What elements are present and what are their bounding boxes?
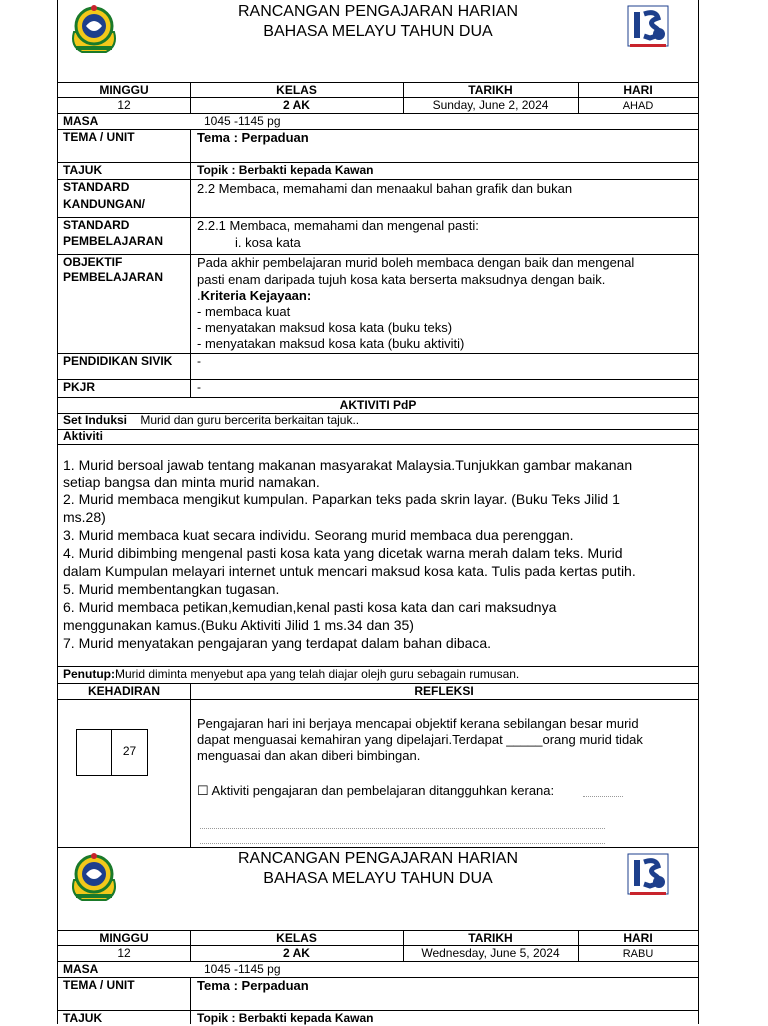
plan-subtitle: BAHASA MELAYU TAHUN DUA bbox=[263, 23, 493, 40]
plan-subtitle: BAHASA MELAYU TAHUN DUA bbox=[263, 870, 493, 887]
aktiviti-line-9: 6. Murid membaca petikan,kemudian,kenal pasti kosa kata dan cari maksudnya bbox=[63, 599, 557, 615]
rph-sheet-1 bbox=[57, 0, 699, 848]
sk-label-line2: KANDUNGAN/ bbox=[63, 197, 145, 211]
minggu-header: MINGGU bbox=[99, 83, 149, 97]
sivik-value: - bbox=[197, 354, 201, 368]
hari-value: RABU bbox=[622, 948, 654, 960]
tarikh-header: TARIKH bbox=[468, 83, 513, 97]
sk-value: 2.2 Membaca, memahami dan menaakul bahan grafik dan bukan bbox=[197, 181, 573, 196]
hari-header: HARI bbox=[623, 931, 653, 945]
penutup-row bbox=[63, 668, 519, 682]
kelas-header: KELAS bbox=[276, 931, 317, 945]
aktiviti-line-8: 5. Murid membentangkan tugasan. bbox=[63, 581, 280, 597]
aktiviti-line-1: 1. Murid bersoal jawab tentang makanan masyarakat Malaysia.Tunjukkan gambar makanan bbox=[63, 457, 633, 473]
aktiviti-line-3: 2. Murid membaca mengikut kumpulan. Paparkan teks pada skrin layar. (Buku Teks Jilid 1 bbox=[63, 491, 620, 507]
kriteria-item-1: - membaca kuat bbox=[197, 304, 291, 319]
tajuk-value: Topik : Berbakti kepada Kawan bbox=[197, 1011, 374, 1025]
kriteria-prefix: . bbox=[197, 288, 201, 303]
minggu-value: 12 bbox=[117, 946, 131, 960]
sp-value-line2: i. kosa kata bbox=[235, 235, 301, 250]
kriteria-item-3: - menyatakan maksud kosa kata (buku aktiviti) bbox=[197, 336, 465, 351]
tajuk-label: TAJUK bbox=[63, 163, 103, 177]
set-induksi-label: Set Induksi bbox=[63, 413, 128, 427]
refleksi-header: REFLEKSI bbox=[414, 684, 474, 698]
pkjr-label: PKJR bbox=[63, 380, 96, 394]
minggu-header: MINGGU bbox=[99, 931, 149, 945]
sp-value-line1: 2.2.1 Membaca, memahami dan mengenal pasti: bbox=[197, 218, 479, 233]
aktiviti-line-2: setiap bangsa dan minta murid namakan. bbox=[63, 474, 320, 490]
masa-value: 1045 -1145 pg bbox=[204, 114, 281, 128]
tajuk-label: TAJUK bbox=[63, 1011, 103, 1025]
tarikh-header: TARIKH bbox=[468, 931, 513, 945]
aktiviti-line-10: menggunakan kamus.(Buku Aktiviti Jilid 1 ms.34 dan 35) bbox=[63, 617, 414, 633]
kehadiran-header: KEHADIRAN bbox=[88, 684, 160, 698]
sp-label-line2: PEMBELAJARAN bbox=[63, 234, 164, 248]
kehadiran-box bbox=[76, 729, 148, 776]
plan-title: RANCANGAN PENGAJARAN HARIAN bbox=[237, 3, 519, 20]
sivik-label: PENDIDIKAN SIVIK bbox=[63, 354, 173, 368]
set-induksi-value: Murid dan guru bercerita berkaitan tajuk.. bbox=[140, 413, 360, 427]
penutup-label: Penutup: bbox=[63, 667, 115, 681]
aktiviti-line-5: 3. Murid membaca kuat secara individu. Seorang murid membaca dua perenggan. bbox=[63, 527, 574, 543]
aktiviti-label: Aktiviti bbox=[63, 429, 104, 443]
kriteria-item-2: - menyatakan maksud kosa kata (buku teks) bbox=[197, 320, 453, 335]
hari-header: HARI bbox=[623, 83, 653, 97]
ditangguhkan-checkbox-line[interactable]: ☐ Aktiviti pengajaran dan pembelajaran ditangguhkan kerana: bbox=[197, 783, 555, 798]
refleksi-line-2: dapat menguasai kemahiran yang dipelajari.Terdapat _____orang murid tidak bbox=[197, 732, 643, 747]
refleksi-line-3: menguasai dan akan diberi bimbingan. bbox=[197, 748, 421, 763]
masa-label: MASA bbox=[63, 114, 99, 128]
tarikh-value: Wednesday, June 5, 2024 bbox=[421, 946, 560, 960]
kriteria-label: Kriteria Kejayaan: bbox=[200, 288, 312, 303]
tema-value: Tema : Perpaduan bbox=[197, 978, 309, 993]
set-induksi-row bbox=[63, 414, 359, 428]
tema-label: TEMA / UNIT bbox=[63, 978, 135, 992]
sk-label-line1: STANDARD bbox=[63, 180, 130, 194]
masa-value: 1045 -1145 pg bbox=[204, 962, 281, 976]
aktiviti-line-7: dalam Kumpulan melayari internet untuk mencari maksud kosa kata. Tulis pada kertas putih. bbox=[63, 563, 636, 579]
kelas-value: 2 AK bbox=[283, 946, 310, 960]
tema-label: TEMA / UNIT bbox=[63, 130, 135, 144]
rph-sheet-2 bbox=[57, 848, 699, 1024]
minggu-value: 12 bbox=[117, 98, 131, 112]
sp-label-line1: STANDARD bbox=[63, 218, 130, 232]
refleksi-line-1: Pengajaran hari ini berjaya mencapai objektif kerana sebilangan besar murid bbox=[197, 716, 639, 731]
kelas-value: 2 AK bbox=[283, 98, 310, 112]
tarikh-value: Sunday, June 2, 2024 bbox=[432, 98, 549, 112]
obj-text-line1: Pada akhir pembelajaran murid boleh membaca dengan baik dan mengenal bbox=[197, 255, 635, 270]
aktiviti-pdp-heading: AKTIVITI PdP bbox=[339, 398, 417, 412]
obj-label-line1: OBJEKTIF bbox=[63, 255, 123, 269]
plan-title: RANCANGAN PENGAJARAN HARIAN bbox=[237, 850, 519, 867]
kehadiran-value: 27 bbox=[122, 744, 137, 758]
penutup-value: Murid diminta menyebut apa yang telah diajar olejh guru sebagain rumusan. bbox=[115, 667, 520, 681]
kelas-header: KELAS bbox=[276, 83, 317, 97]
aktiviti-line-11: 7. Murid menyatakan pengajaran yang terdapat dalam bahan dibaca. bbox=[63, 635, 492, 651]
obj-label-line2: PEMBELAJARAN bbox=[63, 270, 164, 284]
tajuk-value: Topik : Berbakti kepada Kawan bbox=[197, 163, 374, 177]
tema-value: Tema : Perpaduan bbox=[197, 130, 309, 145]
hari-value: AHAD bbox=[622, 100, 654, 112]
pkjr-value: - bbox=[197, 380, 201, 394]
aktiviti-line-6: 4. Murid dibimbing mengenal pasti kosa kata yang dicetak warna merah dalam teks. Murid bbox=[63, 545, 623, 561]
kriteria-heading bbox=[197, 289, 311, 304]
masa-label: MASA bbox=[63, 962, 99, 976]
aktiviti-line-4: ms.28) bbox=[63, 509, 106, 525]
obj-text-line2: pasti enam daripada tujuh kosa kata berserta maksudnya dengan baik. bbox=[197, 272, 606, 287]
